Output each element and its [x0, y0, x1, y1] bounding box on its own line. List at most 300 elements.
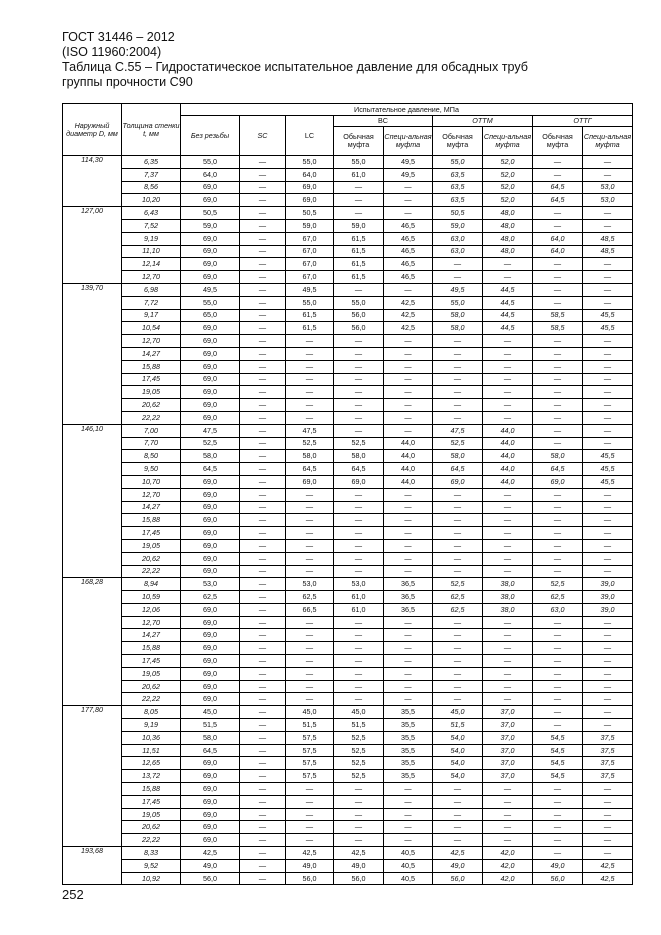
table-row	[63, 296, 633, 309]
header-ottm-obych: Обычная муфта	[433, 127, 483, 156]
cell-sc: —	[240, 335, 286, 348]
cell-bc-obych: 61,5	[334, 245, 384, 258]
cell-ottg-obych: —	[533, 655, 583, 668]
cell-bc-spec: 44,0	[384, 463, 433, 476]
cell-ottm-spec: 44,0	[483, 437, 533, 450]
cell-ottm-spec: —	[483, 539, 533, 552]
cell-ottm-obych: —	[433, 552, 483, 565]
cell-lc: 61,5	[286, 309, 334, 322]
cell-bc-spec: —	[384, 655, 433, 668]
cell-ottm-obych: 47,5	[433, 424, 483, 437]
cell-bc-spec: 49,5	[384, 168, 433, 181]
cell-outer-diameter	[63, 821, 122, 834]
cell-wall-thickness: 10,20	[122, 194, 181, 207]
cell-ottm-obych: —	[433, 386, 483, 399]
cell-ottm-obych: —	[433, 399, 483, 412]
cell-ottm-spec: 37,0	[483, 757, 533, 770]
cell-bc-obych: —	[334, 399, 384, 412]
cell-sc: —	[240, 258, 286, 271]
header-outer-diameter: Наружный диаметр D, мм	[63, 104, 122, 156]
cell-lc: 53,0	[286, 578, 334, 591]
cell-lc: 64,0	[286, 168, 334, 181]
cell-bc-obych: 61,0	[334, 603, 384, 616]
cell-bez: 69,0	[181, 655, 240, 668]
cell-outer-diameter	[63, 783, 122, 796]
cell-bez: 69,0	[181, 821, 240, 834]
cell-bc-spec: 35,5	[384, 706, 433, 719]
cell-outer-diameter	[63, 565, 122, 578]
table-row	[63, 283, 633, 296]
cell-sc: —	[240, 859, 286, 872]
cell-sc: —	[240, 194, 286, 207]
header-ottm: ОТТМ	[433, 116, 533, 127]
cell-ottg-spec: —	[583, 168, 633, 181]
table-row	[63, 271, 633, 284]
cell-lc: —	[286, 667, 334, 680]
cell-ottm-obych: 54,0	[433, 770, 483, 783]
cell-bc-obych: —	[334, 616, 384, 629]
cell-bez: 69,0	[181, 360, 240, 373]
cell-ottm-spec: —	[483, 411, 533, 424]
cell-ottg-spec: —	[583, 706, 633, 719]
cell-ottm-spec: 37,0	[483, 770, 533, 783]
cell-bc-obych: 56,0	[334, 309, 384, 322]
cell-bc-obych: 53,0	[334, 578, 384, 591]
cell-lc: 66,5	[286, 603, 334, 616]
cell-bc-obych: 49,0	[334, 859, 384, 872]
cell-bc-obych: —	[334, 207, 384, 220]
cell-ottm-spec: —	[483, 501, 533, 514]
cell-ottm-obych: 59,0	[433, 219, 483, 232]
cell-ottg-obych: —	[533, 719, 583, 732]
cell-wall-thickness: 15,88	[122, 783, 181, 796]
cell-lc: 64,5	[286, 463, 334, 476]
cell-bc-obych: 52,5	[334, 757, 384, 770]
cell-sc: —	[240, 386, 286, 399]
cell-wall-thickness: 12,65	[122, 757, 181, 770]
cell-bez: 52,5	[181, 437, 240, 450]
cell-ottg-spec: 42,5	[583, 859, 633, 872]
cell-wall-thickness: 6,98	[122, 283, 181, 296]
cell-bc-spec: —	[384, 335, 433, 348]
cell-sc: —	[240, 181, 286, 194]
cell-wall-thickness: 12,14	[122, 258, 181, 271]
cell-ottg-obych: —	[533, 847, 583, 860]
header-wall-thickness: Толщина стенки t, мм	[122, 104, 181, 156]
cell-ottg-spec: 37,5	[583, 731, 633, 744]
cell-lc: 49,0	[286, 859, 334, 872]
cell-bez: 69,0	[181, 808, 240, 821]
cell-outer-diameter	[63, 437, 122, 450]
cell-ottm-spec: 44,5	[483, 309, 533, 322]
cell-ottm-obych: —	[433, 693, 483, 706]
cell-lc: —	[286, 629, 334, 642]
cell-sc: —	[240, 488, 286, 501]
table-row	[63, 309, 633, 322]
cell-sc: —	[240, 296, 286, 309]
table-row	[63, 539, 633, 552]
cell-ottm-spec: —	[483, 795, 533, 808]
header-sc: SC	[240, 116, 286, 156]
cell-wall-thickness: 17,45	[122, 795, 181, 808]
cell-ottg-spec: —	[583, 488, 633, 501]
cell-bc-obych: 45,0	[334, 706, 384, 719]
cell-lc: —	[286, 347, 334, 360]
cell-bez: 69,0	[181, 335, 240, 348]
cell-ottm-spec: 52,0	[483, 156, 533, 169]
table-caption: Таблица С.55 – Гидростатическое испытательное давление для обсадных труб	[62, 60, 529, 74]
cell-ottm-obych: —	[433, 795, 483, 808]
cell-sc: —	[240, 450, 286, 463]
cell-wall-thickness: 8,94	[122, 578, 181, 591]
table-row	[63, 475, 633, 488]
cell-lc: 57,5	[286, 757, 334, 770]
cell-ottg-obych: 54,5	[533, 770, 583, 783]
cell-outer-diameter	[63, 194, 122, 207]
cell-lc: 42,5	[286, 847, 334, 860]
cell-bc-spec: —	[384, 411, 433, 424]
cell-wall-thickness: 8,56	[122, 181, 181, 194]
cell-outer-diameter: 127,00	[63, 207, 122, 220]
cell-bc-spec: 46,5	[384, 245, 433, 258]
cell-outer-diameter	[63, 399, 122, 412]
cell-bez: 69,0	[181, 539, 240, 552]
cell-ottm-obych: 63,5	[433, 168, 483, 181]
table-row	[63, 360, 633, 373]
table-body	[63, 156, 633, 885]
cell-wall-thickness: 6,43	[122, 207, 181, 220]
cell-bc-spec: —	[384, 642, 433, 655]
cell-ottm-spec: 42,0	[483, 859, 533, 872]
cell-sc: —	[240, 642, 286, 655]
table-row	[63, 322, 633, 335]
cell-ottg-obych: 52,5	[533, 578, 583, 591]
cell-bc-spec: —	[384, 629, 433, 642]
cell-ottg-spec: 53,0	[583, 181, 633, 194]
cell-ottm-obych: 69,0	[433, 475, 483, 488]
cell-ottm-obych: 50,5	[433, 207, 483, 220]
cell-ottg-spec: 45,5	[583, 309, 633, 322]
cell-sc: —	[240, 795, 286, 808]
cell-ottm-obych: —	[433, 680, 483, 693]
cell-ottg-spec: —	[583, 411, 633, 424]
cell-bc-obych: —	[334, 680, 384, 693]
cell-bc-spec: 44,0	[384, 437, 433, 450]
cell-bc-spec: 46,5	[384, 232, 433, 245]
cell-bez: 64,5	[181, 744, 240, 757]
table-row	[63, 335, 633, 348]
cell-ottg-spec: —	[583, 821, 633, 834]
cell-ottm-spec: 44,0	[483, 463, 533, 476]
cell-bc-spec: 36,5	[384, 591, 433, 604]
table-row	[63, 834, 633, 847]
table-row	[63, 808, 633, 821]
cell-lc: —	[286, 642, 334, 655]
cell-wall-thickness: 19,05	[122, 667, 181, 680]
cell-wall-thickness: 6,35	[122, 156, 181, 169]
cell-bc-obych: 61,0	[334, 168, 384, 181]
cell-bc-obych: —	[334, 693, 384, 706]
cell-ottm-obych: —	[433, 347, 483, 360]
cell-wall-thickness: 7,00	[122, 424, 181, 437]
cell-outer-diameter	[63, 181, 122, 194]
cell-ottm-obych: —	[433, 821, 483, 834]
cell-bez: 58,0	[181, 450, 240, 463]
cell-sc: —	[240, 232, 286, 245]
cell-bez: 42,5	[181, 847, 240, 860]
cell-wall-thickness: 22,22	[122, 565, 181, 578]
cell-outer-diameter	[63, 591, 122, 604]
table-row	[63, 527, 633, 540]
cell-outer-diameter	[63, 245, 122, 258]
cell-sc: —	[240, 245, 286, 258]
cell-wall-thickness: 20,62	[122, 399, 181, 412]
cell-ottg-spec: —	[583, 667, 633, 680]
cell-ottm-obych: 45,0	[433, 706, 483, 719]
table-row	[63, 437, 633, 450]
cell-bc-spec: —	[384, 552, 433, 565]
cell-bez: 69,0	[181, 514, 240, 527]
cell-ottg-obych: —	[533, 795, 583, 808]
cell-bc-spec: —	[384, 514, 433, 527]
cell-wall-thickness: 17,45	[122, 655, 181, 668]
cell-sc: —	[240, 667, 286, 680]
cell-ottm-obych: 51,5	[433, 719, 483, 732]
cell-bc-obych: —	[334, 424, 384, 437]
cell-outer-diameter	[63, 719, 122, 732]
cell-bc-spec: —	[384, 347, 433, 360]
cell-ottm-obych: 55,0	[433, 296, 483, 309]
cell-ottg-spec: 45,5	[583, 450, 633, 463]
cell-wall-thickness: 20,62	[122, 680, 181, 693]
cell-ottg-obych: —	[533, 501, 583, 514]
cell-ottg-obych: —	[533, 808, 583, 821]
cell-outer-diameter	[63, 616, 122, 629]
cell-wall-thickness: 7,70	[122, 437, 181, 450]
cell-bc-spec: —	[384, 527, 433, 540]
cell-ottg-spec: —	[583, 539, 633, 552]
cell-lc: —	[286, 655, 334, 668]
cell-ottg-obych: —	[533, 680, 583, 693]
cell-lc: 69,0	[286, 194, 334, 207]
cell-ottm-spec: —	[483, 360, 533, 373]
cell-outer-diameter: 193,68	[63, 847, 122, 860]
cell-ottm-spec: 37,0	[483, 719, 533, 732]
cell-bez: 69,0	[181, 373, 240, 386]
cell-bc-obych: —	[334, 552, 384, 565]
cell-ottm-spec: 48,0	[483, 232, 533, 245]
cell-sc: —	[240, 731, 286, 744]
cell-bc-obych: 61,0	[334, 591, 384, 604]
cell-bc-spec: —	[384, 501, 433, 514]
cell-ottg-obych: 58,5	[533, 309, 583, 322]
cell-wall-thickness: 10,59	[122, 591, 181, 604]
table-row	[63, 168, 633, 181]
cell-ottm-spec: 44,5	[483, 296, 533, 309]
cell-bc-spec: —	[384, 373, 433, 386]
cell-ottm-obych: —	[433, 514, 483, 527]
table-row	[63, 859, 633, 872]
cell-ottg-obych: 64,5	[533, 181, 583, 194]
cell-bc-spec: —	[384, 181, 433, 194]
cell-sc: —	[240, 501, 286, 514]
cell-outer-diameter	[63, 450, 122, 463]
cell-sc: —	[240, 591, 286, 604]
cell-sc: —	[240, 616, 286, 629]
cell-bez: 55,0	[181, 296, 240, 309]
cell-bc-spec: 49,5	[384, 156, 433, 169]
cell-ottm-spec: —	[483, 655, 533, 668]
cell-ottm-obych: 63,0	[433, 245, 483, 258]
cell-ottm-spec: —	[483, 399, 533, 412]
cell-outer-diameter	[63, 296, 122, 309]
cell-bc-obych: —	[334, 411, 384, 424]
cell-sc: —	[240, 680, 286, 693]
cell-lc: 51,5	[286, 719, 334, 732]
cell-lc: —	[286, 527, 334, 540]
cell-ottg-spec: —	[583, 207, 633, 220]
cell-wall-thickness: 19,05	[122, 386, 181, 399]
cell-outer-diameter	[63, 770, 122, 783]
cell-bez: 58,0	[181, 731, 240, 744]
cell-wall-thickness: 9,19	[122, 719, 181, 732]
cell-bc-obych: —	[334, 834, 384, 847]
cell-bc-obych: —	[334, 667, 384, 680]
cell-bc-spec: —	[384, 399, 433, 412]
cell-ottm-obych: 49,0	[433, 859, 483, 872]
cell-ottm-spec: 48,0	[483, 207, 533, 220]
cell-ottg-spec: —	[583, 501, 633, 514]
header-ottg-obych: Обычная муфта	[533, 127, 583, 156]
cell-sc: —	[240, 322, 286, 335]
cell-sc: —	[240, 360, 286, 373]
cell-ottg-spec: —	[583, 616, 633, 629]
cell-outer-diameter	[63, 527, 122, 540]
table-row	[63, 488, 633, 501]
cell-ottm-spec: —	[483, 258, 533, 271]
cell-lc: —	[286, 680, 334, 693]
cell-ottm-obych: 55,0	[433, 156, 483, 169]
table-row	[63, 591, 633, 604]
cell-ottm-obych: —	[433, 360, 483, 373]
cell-wall-thickness: 22,22	[122, 411, 181, 424]
cell-ottm-spec: 44,0	[483, 450, 533, 463]
cell-wall-thickness: 10,92	[122, 872, 181, 885]
cell-ottg-obych: —	[533, 411, 583, 424]
table-row	[63, 680, 633, 693]
cell-outer-diameter	[63, 373, 122, 386]
cell-outer-diameter	[63, 629, 122, 642]
cell-lc: 69,0	[286, 181, 334, 194]
cell-bc-obych: —	[334, 386, 384, 399]
cell-wall-thickness: 14,27	[122, 347, 181, 360]
cell-bc-spec: —	[384, 360, 433, 373]
cell-ottm-obych: —	[433, 335, 483, 348]
cell-ottg-spec: 48,5	[583, 232, 633, 245]
cell-bc-spec: —	[384, 539, 433, 552]
cell-bez: 64,5	[181, 463, 240, 476]
cell-outer-diameter	[63, 731, 122, 744]
cell-outer-diameter	[63, 744, 122, 757]
cell-wall-thickness: 9,52	[122, 859, 181, 872]
cell-ottg-obych: —	[533, 667, 583, 680]
cell-sc: —	[240, 207, 286, 220]
cell-wall-thickness: 19,05	[122, 539, 181, 552]
cell-ottg-obych: —	[533, 629, 583, 642]
cell-ottm-spec: 42,0	[483, 847, 533, 860]
cell-bez: 69,0	[181, 552, 240, 565]
cell-ottm-spec: —	[483, 821, 533, 834]
cell-ottg-spec: —	[583, 296, 633, 309]
cell-bc-obych: —	[334, 539, 384, 552]
cell-wall-thickness: 8,05	[122, 706, 181, 719]
cell-bc-spec: —	[384, 693, 433, 706]
cell-ottg-spec: —	[583, 719, 633, 732]
cell-lc: 55,0	[286, 156, 334, 169]
cell-bez: 69,0	[181, 271, 240, 284]
cell-bc-spec: —	[384, 565, 433, 578]
table-row	[63, 667, 633, 680]
cell-outer-diameter	[63, 360, 122, 373]
cell-bez: 69,0	[181, 770, 240, 783]
cell-sc: —	[240, 629, 286, 642]
cell-ottm-obych: 63,5	[433, 194, 483, 207]
cell-ottm-spec: 52,0	[483, 194, 533, 207]
cell-ottg-spec: 42,5	[583, 872, 633, 885]
cell-ottg-obych: —	[533, 565, 583, 578]
cell-bc-obych: —	[334, 501, 384, 514]
cell-ottm-obych: —	[433, 488, 483, 501]
cell-lc: —	[286, 539, 334, 552]
cell-bc-obych: 56,0	[334, 322, 384, 335]
cell-sc: —	[240, 770, 286, 783]
cell-ottm-obych: 52,5	[433, 437, 483, 450]
cell-lc: 69,0	[286, 475, 334, 488]
cell-ottg-obych: 56,0	[533, 872, 583, 885]
header-bez-rezby: Без резьбы	[181, 116, 240, 156]
cell-ottg-spec: —	[583, 399, 633, 412]
cell-ottg-spec: 45,5	[583, 475, 633, 488]
cell-lc: —	[286, 360, 334, 373]
cell-bez: 69,0	[181, 411, 240, 424]
cell-bez: 69,0	[181, 386, 240, 399]
cell-lc: 58,0	[286, 450, 334, 463]
cell-sc: —	[240, 757, 286, 770]
cell-bez: 69,0	[181, 501, 240, 514]
cell-ottg-obych: —	[533, 373, 583, 386]
cell-ottg-spec: 39,0	[583, 578, 633, 591]
cell-sc: —	[240, 847, 286, 860]
cell-ottm-spec: —	[483, 488, 533, 501]
header-bc-spec: Специ-альная муфта	[384, 127, 433, 156]
table-row	[63, 501, 633, 514]
cell-lc: 57,5	[286, 770, 334, 783]
cell-bez: 69,0	[181, 527, 240, 540]
cell-lc: —	[286, 693, 334, 706]
cell-outer-diameter: 114,30	[63, 156, 122, 169]
cell-ottm-obych: —	[433, 565, 483, 578]
cell-ottm-spec: —	[483, 552, 533, 565]
cell-sc: —	[240, 527, 286, 540]
cell-wall-thickness: 13,72	[122, 770, 181, 783]
cell-wall-thickness: 15,88	[122, 360, 181, 373]
cell-bc-spec: —	[384, 808, 433, 821]
cell-outer-diameter	[63, 475, 122, 488]
cell-bc-obych: 59,0	[334, 219, 384, 232]
cell-ottg-spec: 45,5	[583, 463, 633, 476]
cell-bc-spec: 35,5	[384, 719, 433, 732]
cell-sc: —	[240, 603, 286, 616]
